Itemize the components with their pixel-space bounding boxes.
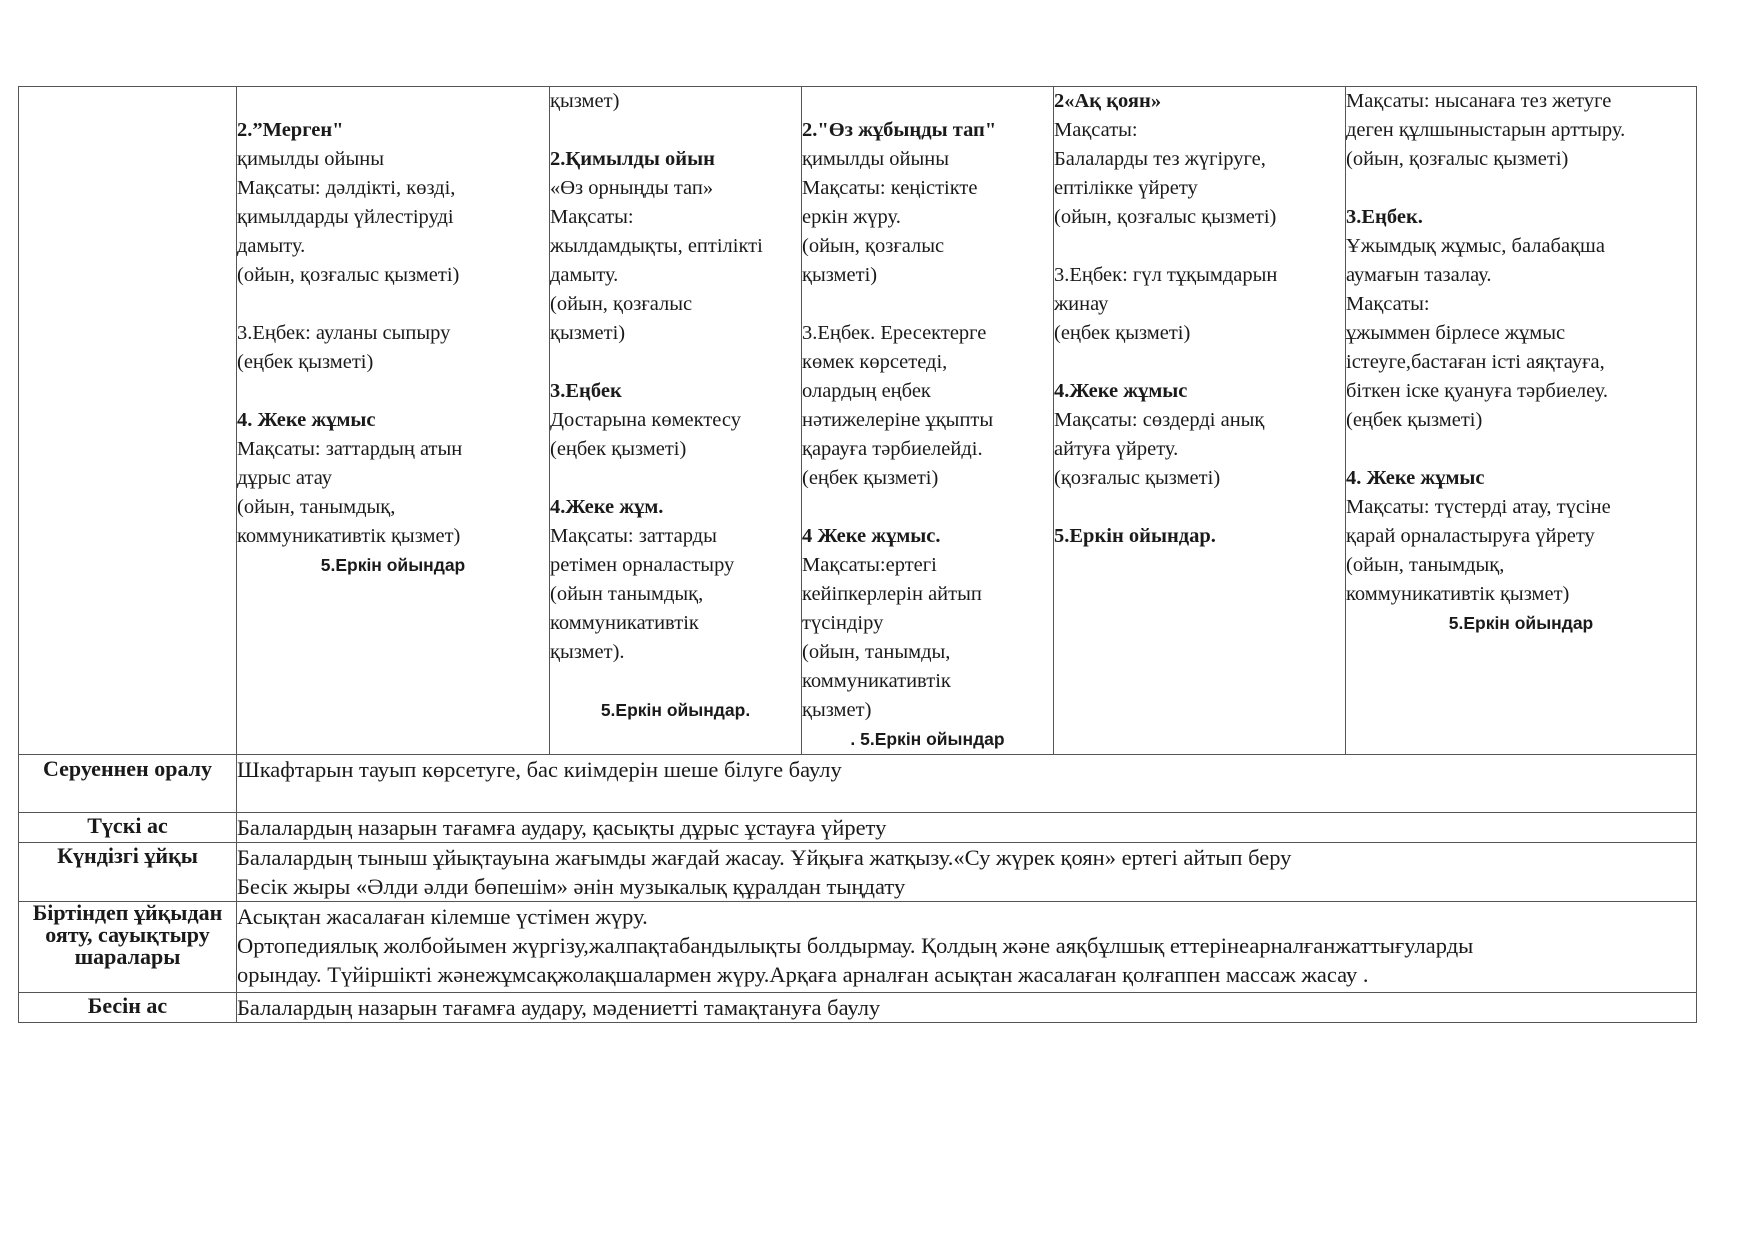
activity-line: коммуникативтік: [802, 670, 951, 692]
activity-line: 4.Жеке жұмыс: [1054, 380, 1188, 402]
activity-line: Мақсаты:: [1346, 293, 1430, 315]
activity-line: (ойын, танымдық,: [237, 496, 396, 518]
activity-line: ұжыммен бірлесе жұмыс: [1346, 322, 1566, 344]
activity-line: 3.Еңбек: [550, 380, 622, 402]
activity-line: [550, 116, 801, 145]
activity-line: Мақсаты: кеңістікте: [802, 177, 978, 199]
activity-line: [550, 348, 801, 377]
activity-column-3: [802, 87, 1054, 755]
activity-line: Мақсаты: заттардың атын: [237, 438, 463, 460]
routine-line: Балалардың назарын тағамға аудару, қасықты дұрыс ұстауға үйрету: [237, 815, 887, 840]
routine-label: Серуеннен оралу: [19, 755, 237, 813]
activity-line: коммуникативтік қызмет): [1346, 583, 1570, 605]
activity-line: коммуникативтік қызмет): [237, 525, 461, 547]
routine-label: Түскі ас: [19, 813, 237, 843]
activity-line: [1054, 232, 1345, 261]
activity-line: Достарына көмектесу: [550, 409, 741, 431]
activity-line: (еңбек қызметі): [237, 351, 374, 373]
activity-line: 3.Еңбек. Ересектерге: [802, 322, 987, 344]
activity-line: (ойын, қозғалыс: [802, 235, 945, 257]
activity-line: (еңбек қызметі): [550, 438, 687, 460]
activity-line: дамыту.: [550, 264, 619, 286]
activity-line: Ұжымдық жұмыс, балабақша: [1346, 235, 1605, 257]
routine-content: [237, 993, 1697, 1023]
activity-line: «Өз орныңды тап»: [550, 177, 714, 199]
routine-row-nap: [19, 843, 1697, 902]
activity-line: 3.Еңбек.: [1346, 206, 1423, 228]
activity-line: дамыту.: [237, 235, 306, 257]
free-games-line: . 5.Еркін ойындар: [850, 729, 1005, 749]
activity-line: ретімен орналастыру: [550, 554, 735, 576]
activity-line: қызмет): [802, 699, 872, 721]
routine-line: Шкафтарын тауып көрсетуге, бас киімдерін шеше білуге баулу: [237, 757, 842, 782]
activity-line: дұрыс атау: [237, 467, 333, 489]
activity-line: [802, 493, 1053, 522]
routine-row-wakeup: [19, 902, 1697, 993]
activity-line: қимылды ойыны: [237, 148, 384, 170]
routine-label: Бесін ас: [19, 993, 237, 1023]
routine-row-return-from-walk: [19, 755, 1697, 813]
activity-line: [1054, 493, 1345, 522]
routine-content: [237, 813, 1697, 843]
routine-content: [237, 902, 1697, 993]
activity-line: [802, 87, 1053, 116]
activity-line: Мақсаты:: [1054, 119, 1138, 141]
activity-line: жинау: [1054, 293, 1109, 315]
routine-label: Күндізгі ұйқы: [19, 843, 237, 902]
activity-line: кейіпкерлерін айтып: [802, 583, 982, 605]
activity-line: 4. Жеке жұмыс: [237, 409, 376, 431]
activity-line: (ойын, танымдық,: [1346, 554, 1505, 576]
routine-row-lunch: [19, 813, 1697, 843]
activity-line: (ойын, қозғалыс қызметі): [1346, 148, 1569, 170]
activity-line: (еңбек қызметі): [1054, 322, 1191, 344]
activity-line: 2."Өз жұбыңды тап": [802, 119, 997, 141]
activity-line: Мақсаты: сөздерді анық: [1054, 409, 1265, 431]
activity-line: Балаларды тез жүгіруге,: [1054, 148, 1266, 170]
activity-line: қимылдарды үйлестіруді: [237, 206, 454, 228]
activity-line: қызметі): [802, 264, 878, 286]
activity-line: 5.Еркін ойындар.: [1054, 525, 1216, 547]
activity-line: 4 Жеке жұмыс.: [802, 525, 941, 547]
activity-line: олардың еңбек: [802, 380, 931, 402]
walk-activities-row: [19, 87, 1697, 755]
activity-line: [237, 377, 549, 406]
activity-line: біткен іске қуануға тәрбиелеу.: [1346, 380, 1609, 402]
free-games-line: 5.Еркін ойындар: [1448, 613, 1594, 633]
activity-line: (еңбек қызметі): [1346, 409, 1483, 431]
activity-line: (ойын, қозғалыс қызметі): [1054, 206, 1277, 228]
activity-column-4: [1054, 87, 1346, 755]
activity-line: [1054, 348, 1345, 377]
activity-line: 2«Ақ қоян»: [1054, 90, 1162, 112]
activity-line: аумағын тазалау.: [1346, 264, 1492, 286]
activity-line: қызмет).: [550, 641, 625, 663]
activity-line: айтуға үйрету.: [1054, 438, 1179, 460]
activity-line: қарауға тәрбиелейді.: [802, 438, 983, 460]
activity-line: (еңбек қызметі): [802, 467, 939, 489]
routine-row-afternoon-snack: [19, 993, 1697, 1023]
activity-line: түсіндіру: [802, 612, 884, 634]
activity-line: жылдамдықты, ептілікті: [550, 235, 763, 257]
activity-line: [802, 290, 1053, 319]
activity-line: [1346, 174, 1696, 203]
routine-line: Балалардың назарын тағамға аудару, мәдениетті тамақтануға баулу: [237, 995, 881, 1020]
activity-line: [237, 290, 549, 319]
activity-line: Мақсаты: дәлдікті, көзді,: [237, 177, 456, 199]
activity-column-1: [237, 87, 550, 755]
activity-line: (ойын танымдық,: [550, 583, 704, 605]
routine-line: Балалардың тыныш ұйықтауына жағымды жағдай жасау. Ұйқыға жатқызу.«Су жүрек қоян» ертегі айтып беру: [237, 845, 1292, 870]
free-games-line: 5.Еркін ойындар: [320, 555, 466, 575]
activity-line: ептілікке үйрету: [1054, 177, 1198, 199]
activity-line: 2.”Мерген": [237, 119, 344, 141]
activity-line: [237, 87, 549, 116]
activity-line: Мақсаты:ертегі: [802, 554, 937, 576]
activity-line: Мақсаты: түстерді атау, түсіне: [1346, 496, 1611, 518]
activity-line: 3.Еңбек: гүл тұқымдарын: [1054, 264, 1278, 286]
activity-line: Мақсаты: заттарды: [550, 525, 717, 547]
daily-plan-table: [18, 86, 1697, 1023]
activity-line: қимылды ойыны: [802, 148, 949, 170]
activity-line: нәтижелеріне ұқыпты: [802, 409, 994, 431]
activity-line: еркін жүру.: [802, 206, 901, 228]
routine-line: Ортопедиялық жолбойымен жүргізу,жалпақтабандылықты болдырмау. Қолдың және аяқбұлшық еттерінеарналғанжаттығуларды: [237, 933, 1474, 958]
activity-line: 2.Қимылды ойын: [550, 148, 715, 170]
activity-line: істеуге,бастаған істі аяқтауға,: [1346, 351, 1605, 373]
activity-column-2: [550, 87, 802, 755]
activity-column-5: [1346, 87, 1697, 755]
routine-label: Біртіндеп ұйқыдан ояту, сауықтыру шаралары: [19, 902, 237, 993]
activity-line: көмек көрсетеді,: [802, 351, 948, 373]
activity-line: Мақсаты: нысанаға тез жетуге: [1346, 90, 1612, 112]
activity-line: [1346, 435, 1696, 464]
routine-line: Бесік жыры «Әлди әлди бөпешім» әнін музыкалық құралдан тыңдату: [237, 874, 906, 899]
row-label-cell-empty: [19, 87, 237, 755]
activity-line: [550, 464, 801, 493]
activity-line: қызмет): [550, 90, 620, 112]
activity-line: коммуникативтік: [550, 612, 699, 634]
activity-line: Мақсаты:: [550, 206, 634, 228]
activity-line: деген құлшыныстарын арттыру.: [1346, 119, 1626, 141]
routine-line: орындау. Түйіршікті жәнежұмсақжолақшалармен жүру.Арқаға арналған асықтан жасалаған қолғаппен массаж жасау .: [237, 962, 1369, 987]
activity-line: [550, 667, 801, 696]
activity-line: қызметі): [550, 322, 626, 344]
activity-line: (ойын, қозғалыс: [550, 293, 693, 315]
activity-line: 4.Жеке жұм.: [550, 496, 664, 518]
activity-line: (қозғалыс қызметі): [1054, 467, 1221, 489]
routine-content: [237, 843, 1697, 902]
routine-line: Асықтан жасалаған кілемше үстімен жүру.: [237, 904, 648, 929]
activity-line: (ойын, танымды,: [802, 641, 951, 663]
activity-line: (ойын, қозғалыс қызметі): [237, 264, 460, 286]
activity-line: қарай орналастыруға үйрету: [1346, 525, 1595, 547]
activity-line: 3.Еңбек: ауланы сыпыру: [237, 322, 451, 344]
free-games-line: 5.Еркін ойындар.: [600, 700, 751, 720]
activity-line: 4. Жеке жұмыс: [1346, 467, 1485, 489]
routine-content: [237, 755, 1697, 813]
